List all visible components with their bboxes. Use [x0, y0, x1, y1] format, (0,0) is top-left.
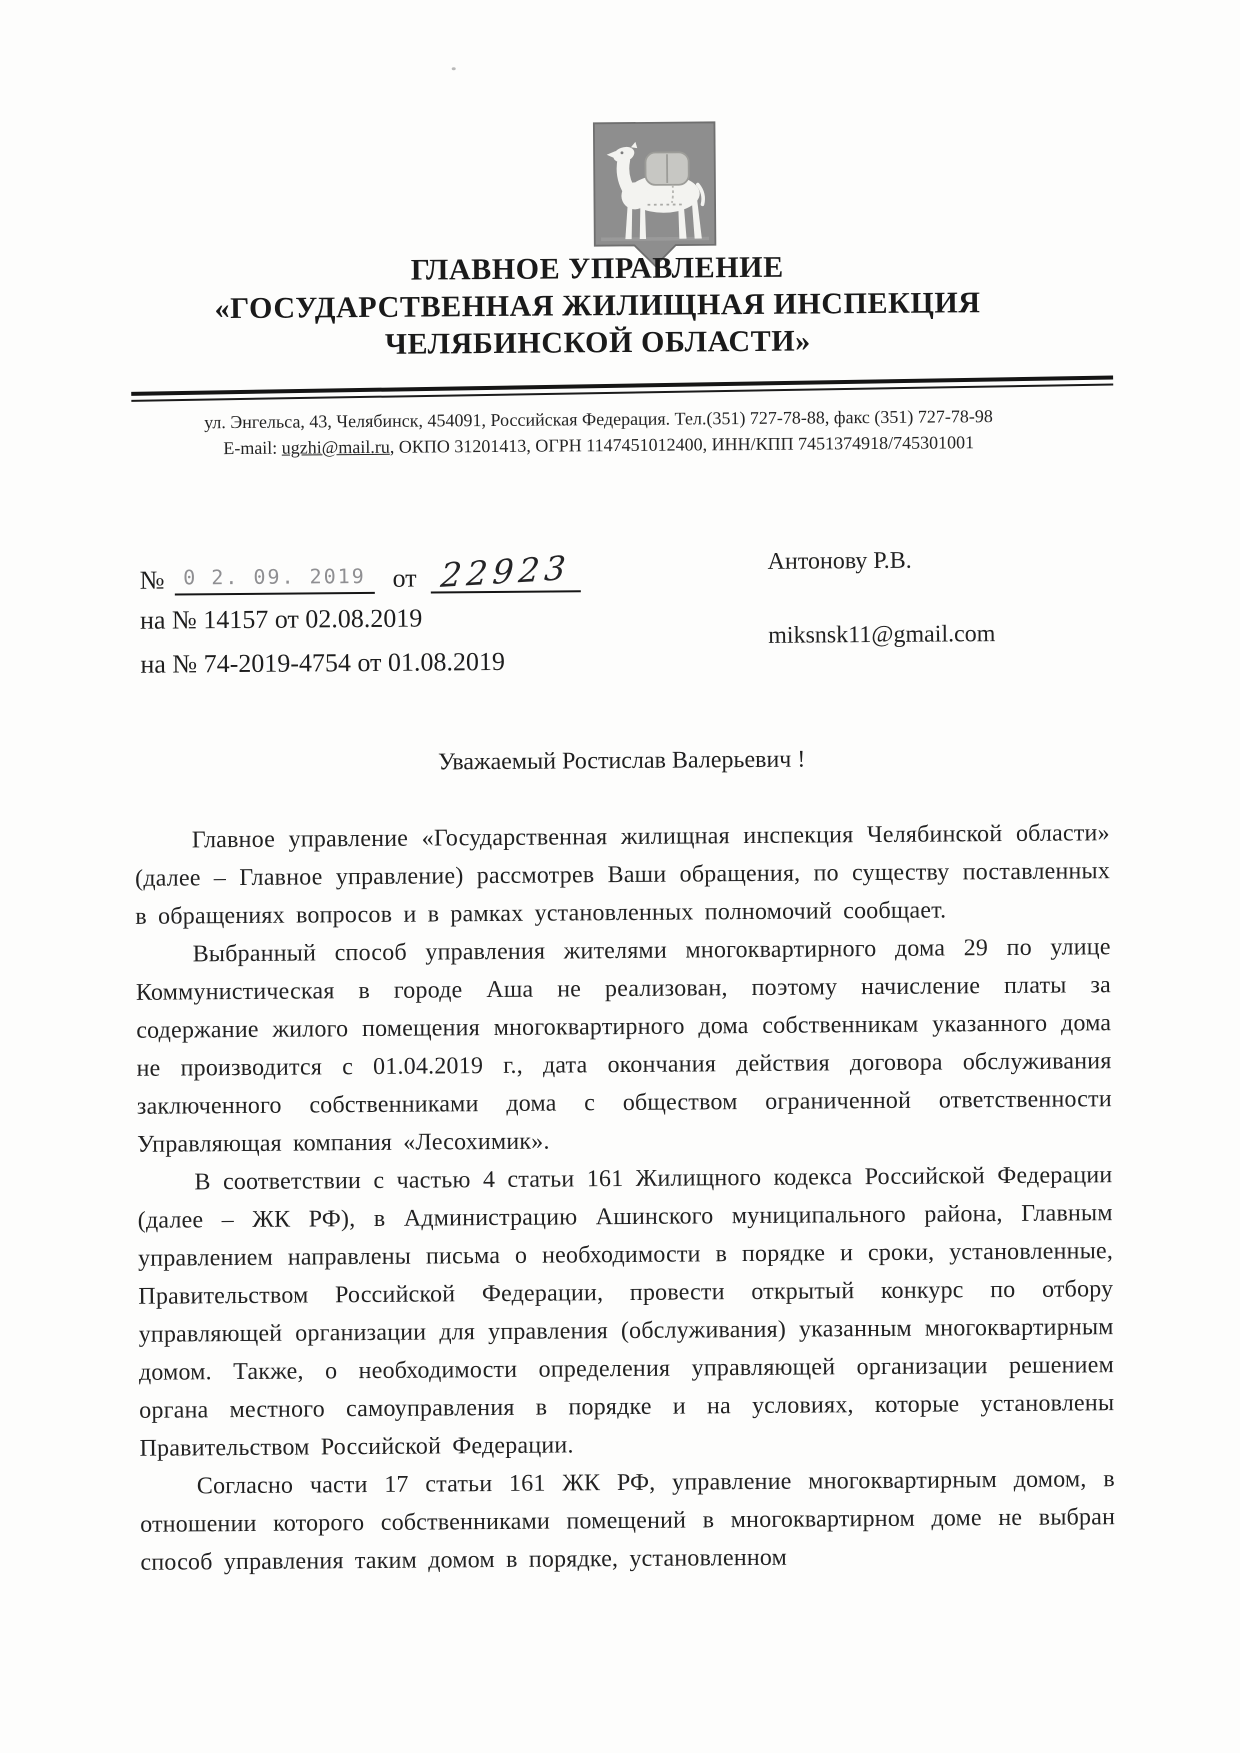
recipient-email: miksnsk11@gmail.com [768, 621, 996, 649]
double-rule-divider [131, 376, 1113, 402]
paragraph-4: Согласно части 17 статьи 161 ЖК РФ, управление многоквартирным домом, в отношении которого собственниками помещений в многоквартирном доме не выбран способ управления таким домом в порядке, установленном [140, 1466, 1116, 1576]
org-name-line1: ГЛАВНОЕ УПРАВЛЕНИЕ [410, 250, 784, 287]
in-reply-ref-2: на № 74-2019-4754 от 01.08.2019 [140, 646, 506, 679]
salutation: Уважаемый Ростислав Валерьевич ! [437, 746, 806, 776]
date-stamp: 0 2. 09. 2019 [174, 564, 374, 596]
email-label: E-mail: [223, 437, 282, 459]
recipient-name: Антонову Р.В. [767, 547, 912, 575]
org-email-link: ugzhi@mail.ru [281, 436, 390, 458]
number-sign-label: № [139, 565, 165, 595]
paragraph-2: Выбранный способ управления жителями многоквартирного дома 29 по улице Коммунистическая в городе Аша не реализован, поэтому начисление платы за содержание жилого помещения многоквартирного дома собственникам указанного дома не производится с 01.04.2019 г., дата окончания действия договора обслуживания заключенного собственниками дома с обществом ограниченной ответственности Управляющая компания «Лесохимик». [135, 934, 1112, 1158]
reference-block [139, 548, 620, 684]
org-address-line: ул. Энгельса, 43, Челябинск, 454091, Российская Федерация. Тел.(351) 727-78-88, факс (351) 727-78-98 [204, 406, 993, 433]
ot-label: от [392, 563, 417, 593]
handwritten-outgoing-number: 22923 [439, 547, 572, 595]
outgoing-ref-row [139, 548, 619, 596]
org-name-block [117, 246, 1078, 365]
org-name-line2: «ГОСУДАРСТВЕННАЯ ЖИЛИЩНАЯ ИНСПЕКЦИЯ [214, 286, 981, 326]
handwritten-number-box [430, 547, 580, 595]
paragraph-3: В соответствии с частью 4 статьи 161 Жилищного кодекса Российской Федерации (далее – ЖК РФ), в Администрацию Ашинского муниципального района, Главным управлением направлены письма о необходимости в порядке и сроки, установленные, Правительством Российской Федерации, провести открытый конкурс по отбору управляющей организации для управления (обслуживания) указанным многоквартирным домом. Также, о необходимости определения управляющей организации решением органа местного самоуправления в порядке и на условиях, которые установлены Правительством Российской Федерации. [137, 1162, 1115, 1462]
recipient-block [767, 546, 1128, 650]
paragraph-1: Главное управление «Государственная жилищная инспекция Челябинской области» (далее – Главное управление) рассмотрев Ваши обращения, по существу поставленных в обращениях вопросов и в рамках установленных полномочий сообщает. [134, 820, 1111, 930]
letter-body [135, 814, 1116, 1582]
org-contacts-block [118, 402, 1078, 462]
scan-artifact-dot [452, 67, 456, 70]
org-requisites-rest: , ОКПО 31201413, ОГРН 1147451012400, ИНН/КПП 7451374918/745301001 [389, 432, 975, 457]
org-name-line3: ЧЕЛЯБИНСКОЙ ОБЛАСТИ» [384, 324, 811, 361]
in-reply-ref-1: на № 14157 от 02.08.2019 [139, 603, 423, 635]
